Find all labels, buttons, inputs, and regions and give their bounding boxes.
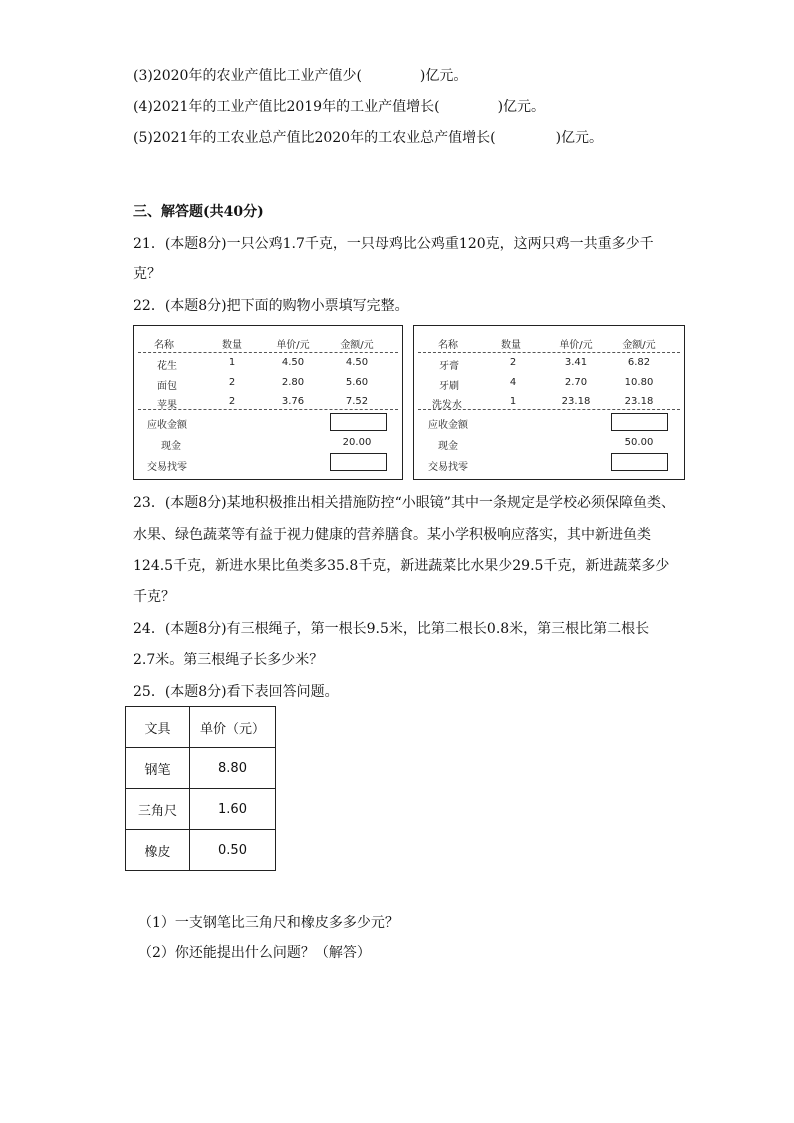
table-header-row (126, 707, 276, 748)
header-name: 名称 (438, 340, 458, 351)
receipt-1 (133, 325, 403, 480)
due-label: 应收金额 (428, 420, 468, 431)
change-amount-box[interactable] (611, 453, 668, 471)
item-name: 牙膏 (439, 361, 459, 372)
header-price: 单价/元 (559, 340, 593, 351)
table-cell: 橡皮 (126, 830, 190, 871)
header-name: 名称 (154, 340, 174, 351)
table-cell: 钢笔 (126, 748, 190, 789)
item-qty: 1 (509, 396, 517, 407)
item-name: 苹果 (157, 400, 177, 411)
item-amount: 23.18 (624, 396, 654, 407)
table-cell: 三角尺 (126, 789, 190, 830)
item-amount: 4.50 (345, 357, 369, 368)
item-amount: 10.80 (624, 377, 654, 388)
table-row (126, 789, 276, 830)
table-cell: 8.80 (190, 748, 276, 789)
divider (138, 409, 398, 410)
header-qty: 数量 (501, 340, 521, 351)
item-qty: 4 (509, 377, 517, 388)
header-amount: 金额/元 (340, 340, 374, 351)
header-amount: 金额/元 (622, 340, 656, 351)
question-25-sub2: （2）你还能提出什么问题？（解答） (138, 945, 371, 961)
header-price: 单价/元 (276, 340, 310, 351)
item-qty: 2 (228, 377, 236, 388)
item-name: 洗发水 (432, 400, 462, 411)
change-label: 交易找零 (147, 462, 187, 473)
item-price: 2.70 (564, 377, 588, 388)
item-qty: 2 (228, 396, 236, 407)
table-row (126, 748, 276, 789)
table-cell: 1.60 (190, 789, 276, 830)
item-name: 面包 (157, 381, 177, 392)
item-name: 花生 (157, 361, 177, 372)
question-4: (4)2021年的工业产值比2019年的工业产值增长( )亿元。 (133, 99, 546, 115)
item-qty: 2 (509, 357, 517, 368)
cash-value: 20.00 (342, 437, 372, 448)
item-price: 23.18 (561, 396, 591, 407)
due-amount-box[interactable] (611, 413, 668, 431)
divider (418, 409, 680, 410)
question-23-line3: 124.5千克，新进水果比鱼类多35.8千克，新进蔬菜比水果少29.5千克，新进蔬菜多少 (133, 558, 670, 574)
item-amount: 7.52 (345, 396, 369, 407)
question-21-line1: 21．(本题8分)一只公鸡1.7千克，一只母鸡比公鸡重120克，这两只鸡一共重多少千 (133, 236, 654, 252)
stationery-price-table (125, 706, 276, 871)
question-23-line4: 千克？ (133, 589, 175, 605)
table-header-cell: 文具 (126, 707, 190, 748)
table-header-cell: 单价（元） (190, 707, 276, 748)
header-qty: 数量 (222, 340, 242, 351)
question-24-line2: 2.7米。第三根绳子长多少米？ (133, 652, 324, 668)
question-5: (5)2021年的工农业总产值比2020年的工农业总产值增长( )亿元。 (133, 130, 604, 146)
item-qty: 1 (228, 357, 236, 368)
change-label: 交易找零 (428, 462, 468, 473)
due-label: 应收金额 (147, 420, 187, 431)
divider (418, 352, 680, 353)
question-21-line2: 克？ (133, 266, 161, 282)
question-3: (3)2020年的农业产值比工业产值少( )亿元。 (133, 68, 468, 84)
item-price: 3.41 (564, 357, 588, 368)
item-price: 2.80 (281, 377, 305, 388)
divider (138, 352, 398, 353)
question-22: 22．(本题8分)把下面的购物小票填写完整。 (133, 298, 409, 314)
item-amount: 5.60 (345, 377, 369, 388)
cash-label: 现金 (161, 441, 181, 452)
cash-label: 现金 (438, 441, 458, 452)
due-amount-box[interactable] (330, 413, 387, 431)
question-24-line1: 24．(本题8分)有三根绳子，第一根长9.5米，比第二根长0.8米，第三根比第二根长 (133, 621, 650, 637)
question-25: 25．(本题8分)看下表回答问题。 (133, 684, 339, 700)
table-cell: 0.50 (190, 830, 276, 871)
item-name: 牙刷 (439, 381, 459, 392)
section-title: 三、解答题(共40分) (133, 204, 264, 220)
table-row (126, 830, 276, 871)
question-25-sub1: （1）一支钢笔比三角尺和橡皮多多少元？ (138, 915, 399, 931)
question-23-line2: 水果、绿色蔬菜等有益于视力健康的营养膳食。某小学积极响应落实，其中新进鱼类 (133, 527, 651, 543)
receipt-2 (413, 325, 685, 480)
item-amount: 6.82 (627, 357, 651, 368)
item-price: 4.50 (281, 357, 305, 368)
question-23-line1: 23．(本题8分)某地积极推出相关措施防控“小眼镜”其中一条规定是学校必须保障鱼类、 (133, 495, 675, 511)
change-amount-box[interactable] (330, 453, 387, 471)
item-price: 3.76 (281, 396, 305, 407)
cash-value: 50.00 (624, 437, 654, 448)
